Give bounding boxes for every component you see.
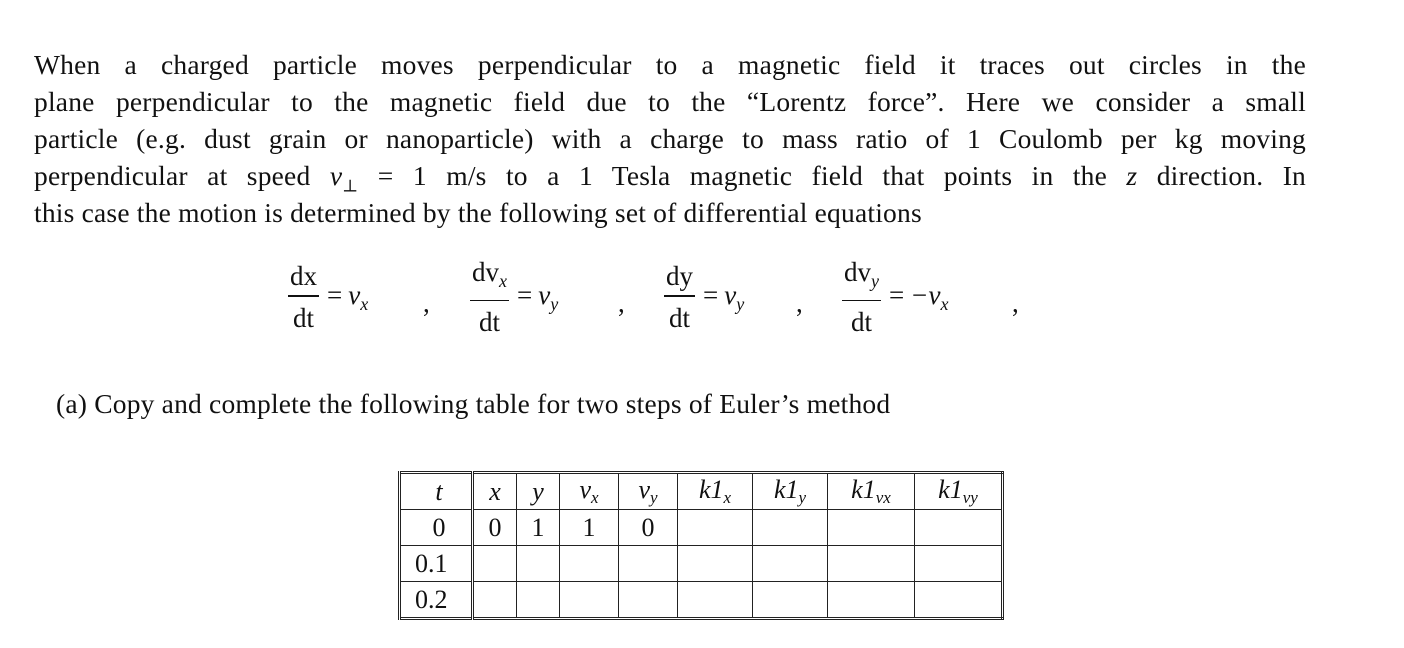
paragraph-line-4 bbox=[34, 157, 1306, 194]
cell bbox=[915, 546, 1003, 582]
cell: 0.1 bbox=[400, 546, 473, 582]
speed-mid: = 1 m/s to a 1 Tesla magnetic field that points in the bbox=[358, 160, 1127, 191]
denominator: dt bbox=[292, 302, 314, 333]
cell bbox=[517, 546, 560, 582]
euler-table-wrapper bbox=[398, 471, 1004, 620]
cell bbox=[828, 510, 915, 546]
separator-comma: , bbox=[618, 288, 625, 318]
cell: 0 bbox=[619, 510, 678, 546]
paragraph-line-2: plane perpendicular to the magnetic field due to the “Lorentz force”. Here we consider a small bbox=[34, 86, 1306, 117]
equation-row bbox=[0, 258, 1404, 348]
numerator: dx bbox=[290, 261, 317, 292]
header-k1x: $k1_x$ bbox=[678, 473, 753, 510]
cell bbox=[828, 582, 915, 619]
fraction: $\frac{dy}{dt}$ bbox=[666, 261, 693, 333]
cell bbox=[619, 582, 678, 619]
cell: 0 bbox=[473, 510, 517, 546]
fraction bbox=[288, 261, 319, 332]
cell bbox=[619, 546, 678, 582]
cell: 1 bbox=[560, 510, 619, 546]
fraction: $\frac{dv_y}{dt}$ bbox=[844, 256, 879, 338]
cell bbox=[473, 582, 517, 619]
equation-dvx-dt bbox=[470, 258, 558, 336]
header-k1vy: $k1_{vy}$ bbox=[915, 473, 1003, 510]
equation-dvy-dt bbox=[842, 258, 948, 336]
header-y: y bbox=[517, 473, 560, 510]
header-vx: $v_x$ bbox=[560, 473, 619, 510]
cell bbox=[678, 546, 753, 582]
paragraph-line-1: When a charged particle moves perpendicular to a magnetic field it traces out circles in the bbox=[34, 49, 1306, 80]
cell bbox=[678, 582, 753, 619]
header-k1y: $k1_y$ bbox=[753, 473, 828, 510]
cell: 0.2 bbox=[400, 582, 473, 619]
table-row bbox=[400, 510, 1003, 546]
paragraph-line-3: particle (e.g. dust grain or nanoparticle) with a charge to mass ratio of 1 Coulomb per kg moving bbox=[34, 123, 1306, 154]
table-header-row bbox=[400, 473, 1003, 510]
rhs: = $-v_x$ bbox=[889, 279, 949, 314]
intro-paragraph bbox=[34, 46, 1306, 231]
rhs: = $v_y$ bbox=[703, 279, 745, 314]
header-vy: $v_y$ bbox=[619, 473, 678, 510]
header-x: x bbox=[473, 473, 517, 510]
z-var: z bbox=[1126, 160, 1138, 191]
question-a: (a) Copy and complete the following table for two steps of Euler’s method bbox=[56, 388, 891, 419]
cell bbox=[678, 510, 753, 546]
cell bbox=[828, 546, 915, 582]
table-row bbox=[400, 582, 1003, 619]
cell bbox=[517, 582, 560, 619]
euler-table bbox=[398, 471, 1004, 620]
cell bbox=[560, 582, 619, 619]
cell bbox=[473, 546, 517, 582]
cell bbox=[753, 582, 828, 619]
cell bbox=[915, 582, 1003, 619]
speed-post: direction. In bbox=[1137, 160, 1307, 191]
fraction: $\frac{dv_x}{dt}$ bbox=[472, 256, 507, 338]
paragraph-line-5: this case the motion is determined by the following set of differential equations bbox=[34, 197, 922, 228]
equation-dx-dt bbox=[288, 258, 368, 336]
speed-pre: perpendicular at speed bbox=[34, 160, 330, 191]
speed-var-sub: ⊥ bbox=[342, 176, 359, 196]
equation-dy-dt bbox=[664, 258, 744, 336]
cell bbox=[915, 510, 1003, 546]
rhs: = $v_x$ bbox=[327, 279, 369, 314]
table-row bbox=[400, 546, 1003, 582]
separator-comma: , bbox=[796, 288, 803, 318]
cell bbox=[753, 510, 828, 546]
cell bbox=[560, 546, 619, 582]
rhs: = $v_y$ bbox=[517, 279, 559, 314]
cell: 1 bbox=[517, 510, 560, 546]
separator-comma: , bbox=[1012, 288, 1019, 318]
separator-comma: , bbox=[423, 288, 430, 318]
cell bbox=[753, 546, 828, 582]
cell: 0 bbox=[400, 510, 473, 546]
speed-var: v bbox=[329, 160, 343, 191]
header-k1vx: $k1_{vx}$ bbox=[828, 473, 915, 510]
header-t: t bbox=[400, 473, 473, 510]
